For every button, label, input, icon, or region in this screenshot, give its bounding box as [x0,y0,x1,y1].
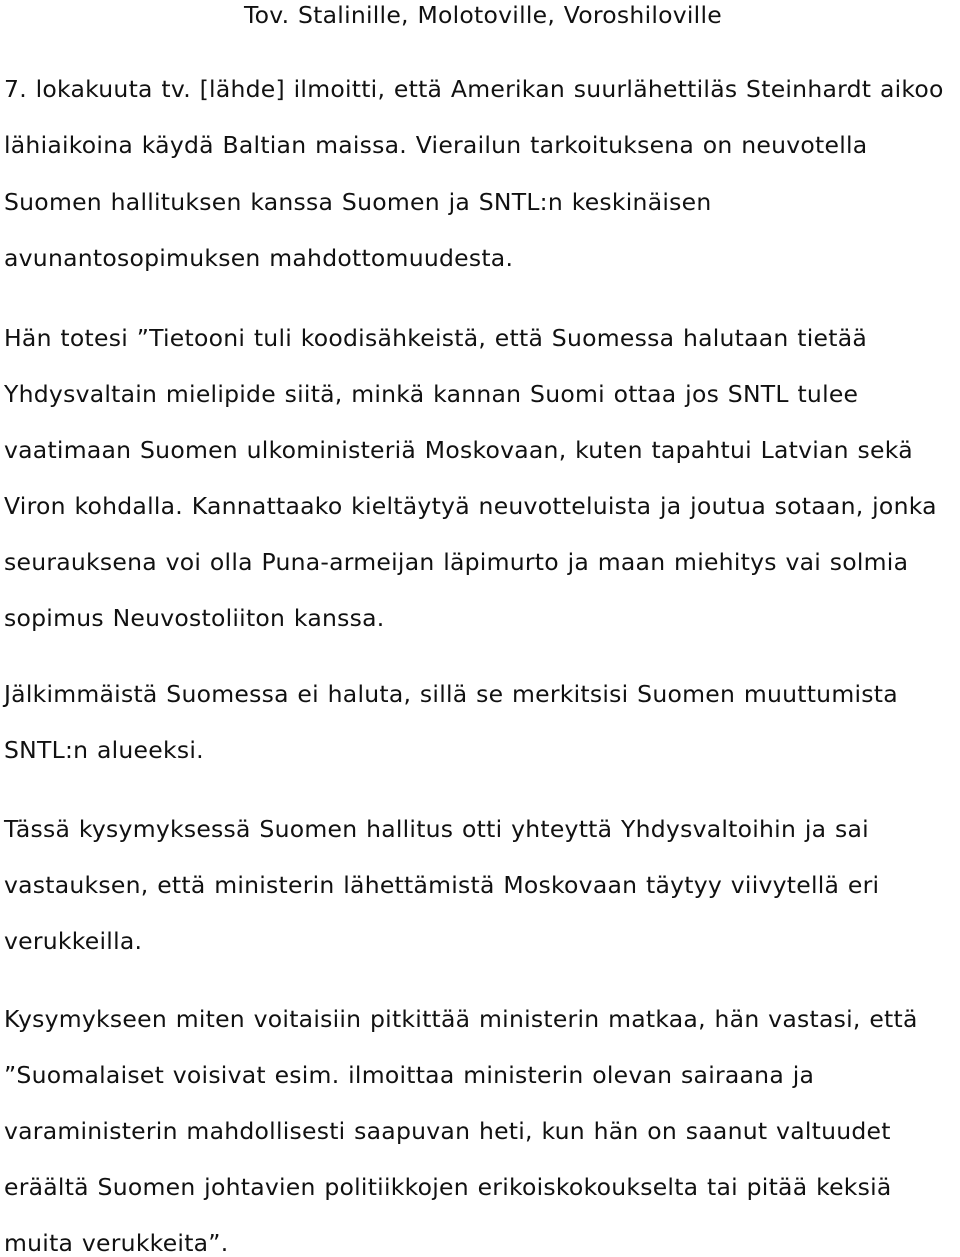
document-title: Tov. Stalinille, Molotoville, Voroshiloville [244,1,722,29]
paragraph-line: Hän totesi ”Tietooni tuli koodisähkeistä, että Suomessa halutaan tietää [4,324,868,352]
paragraph-line: varaministerin mahdollisesti saapuvan heti, kun hän on saanut valtuudet [4,1117,891,1145]
paragraph-line: Suomen hallituksen kanssa Suomen ja SNTL:n keskinäisen [4,188,712,216]
paragraph-line: Yhdysvaltain mielipide siitä, minkä kannan Suomi ottaa jos SNTL tulee [4,380,859,408]
paragraph-line: Tässä kysymyksessä Suomen hallitus otti yhteyttä Yhdysvaltoihin ja sai [4,815,869,843]
paragraph-line: sopimus Neuvostoliiton kanssa. [4,604,385,632]
paragraph-line: verukkeilla. [4,927,143,955]
paragraph-line: muita verukkeita”. [4,1229,229,1257]
paragraph-line: Kysymykseen miten voitaisiin pitkittää ministerin matkaa, hän vastasi, että [4,1005,918,1033]
paragraph-line: vastauksen, että ministerin lähettämistä Moskovaan täytyy viivytellä eri [4,871,880,899]
paragraph-line: SNTL:n alueeksi. [4,736,204,764]
paragraph-line: eräältä Suomen johtavien politiikkojen erikoiskokoukselta tai pitää keksiä [4,1173,892,1201]
paragraph-line: Jälkimmäistä Suomessa ei haluta, sillä se merkitsisi Suomen muuttumista [4,680,898,708]
paragraph-line: 7. lokakuuta tv. [lähde] ilmoitti, että Amerikan suurlähettiläs Steinhardt aikoo [4,75,944,103]
paragraph-line: Viron kohdalla. Kannattaako kieltäytyä neuvotteluista ja joutua sotaan, jonka [4,492,937,520]
paragraph-line: ”Suomalaiset voisivat esim. ilmoittaa ministerin olevan sairaana ja [4,1061,815,1089]
paragraph-line: avunantosopimuksen mahdottomuudesta. [4,244,514,272]
paragraph-line: vaatimaan Suomen ulkoministeriä Moskovaan, kuten tapahtui Latvian sekä [4,436,913,464]
paragraph-line: lähiaikoina käydä Baltian maissa. Vierailun tarkoituksena on neuvotella [4,131,868,159]
paragraph-line: seurauksena voi olla Puna-armeijan läpimurto ja maan miehitys vai solmia [4,548,909,576]
